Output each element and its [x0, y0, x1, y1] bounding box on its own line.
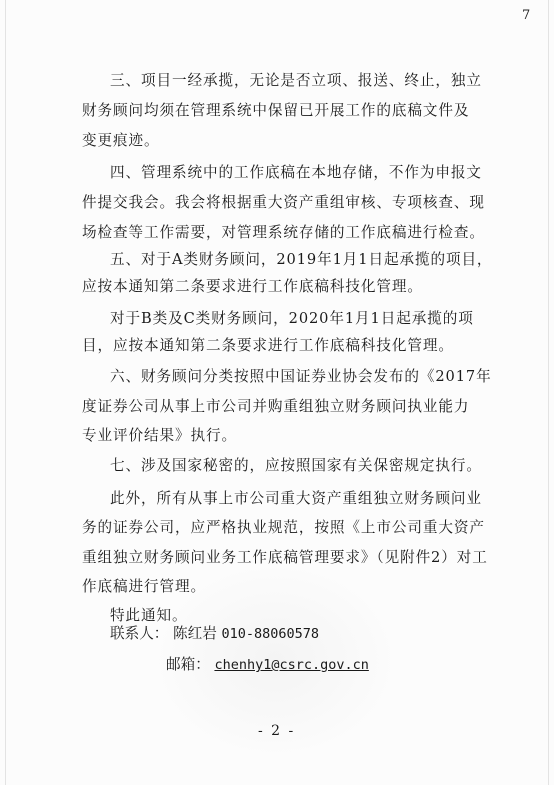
- contact-label: 联系人：: [110, 625, 169, 642]
- paragraph-line: 变更痕迹。: [82, 132, 160, 149]
- paragraph-line: 重组独立财务顾问业务工作底稿管理要求》（见附件2）对工: [82, 549, 488, 566]
- contact-phone: 010-88060578: [221, 626, 320, 642]
- paragraph-line: 五、对于A类财务顾问，2019年1月1日起承揽的项目，: [110, 251, 493, 268]
- paragraph-line: 应按本通知第二条要求进行工作底稿科技化管理。: [82, 278, 423, 295]
- email-link[interactable]: chenhy1@csrc.gov.cn: [214, 657, 369, 673]
- paragraph-line: 场检查等工作需要，对管理系统存储的工作底稿进行检查。: [82, 224, 485, 241]
- paragraph-line: 务的证券公司，应严格执业规范，按照《上市公司重大资产: [82, 519, 485, 536]
- closing-line: 特此通知。: [110, 607, 188, 624]
- paragraph-line: 三、项目一经承揽，无论是否立项、报送、终止，独立: [110, 72, 482, 89]
- contact-person-row: [110, 622, 319, 643]
- paragraph-line: 财务顾问均须在管理系统中保留已开展工作的底稿文件及: [82, 102, 470, 119]
- paragraph-line: 此外，所有从事上市公司重大资产重组独立财务顾问业: [110, 490, 482, 507]
- page-number: - 2 -: [258, 723, 296, 739]
- paragraph-line: 件提交我会。我会将根据重大资产重组审核、专项核查、现: [82, 194, 485, 211]
- paragraph-line: 七、涉及国家秘密的，应按照国家有关保密规定执行。: [110, 457, 482, 474]
- paragraph-line: 作底稿进行管理。: [82, 578, 206, 595]
- paragraph-line: 对于B类及C类财务顾问，2020年1月1日起承揽的项: [110, 310, 474, 327]
- corner-mark: 7: [522, 8, 531, 23]
- page-edge-right: [548, 0, 549, 785]
- paragraph-line: 专业评价结果》执行。: [82, 427, 237, 444]
- paragraph-line: 四、管理系统中的工作底稿在本地存储，不作为申报文: [110, 164, 482, 181]
- page-edge-left: [5, 0, 6, 785]
- contact-name: 陈红岩: [173, 625, 217, 642]
- paragraph-line: 六、财务顾问分类按照中国证券业协会发布的《2017年: [110, 368, 492, 385]
- email-label: 邮箱：: [166, 656, 210, 673]
- paragraph-line: 度证券公司从事上市公司并购重组独立财务顾问执业能力: [82, 398, 470, 415]
- contact-email-row: [166, 653, 369, 674]
- paragraph-line: 目，应按本通知第二条要求进行工作底稿科技化管理。: [82, 337, 454, 354]
